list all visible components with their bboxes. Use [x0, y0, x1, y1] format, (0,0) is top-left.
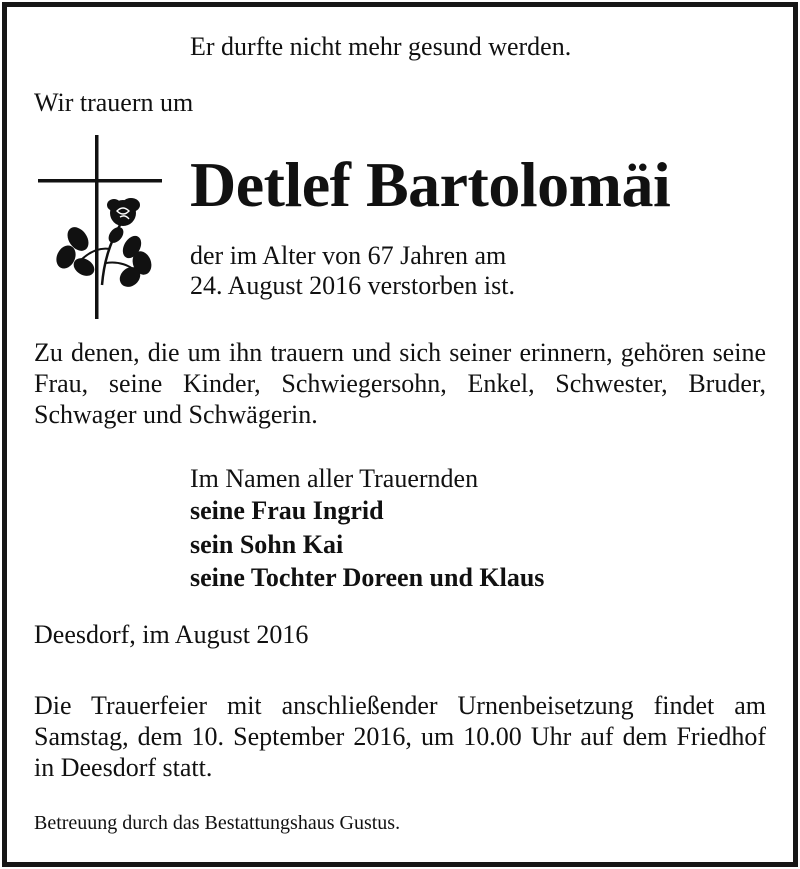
- deceased-name: Detlef Bartolomäi: [190, 149, 671, 220]
- funeral-home-note: Betreuung durch das Bestattungshaus Gustus.: [34, 812, 401, 834]
- signature-name-3: seine Tochter Doreen und Klaus: [190, 563, 545, 592]
- cross-with-rose-icon: [38, 135, 162, 319]
- signature-lead: Im Namen aller Trauernden: [190, 464, 479, 493]
- motto: Er durfte nicht mehr gesund werden.: [190, 32, 572, 61]
- signature-name-1: seine Frau Ingrid: [190, 496, 384, 525]
- ceremony-paragraph: Die Trauerfeier mit anschließender Urnenbeisetzung findet am Samstag, dem 10. September 2016, um 10.00 Uhr auf dem Friedhof in Deesdorf statt.: [34, 691, 766, 782]
- signature-name-2: sein Sohn Kai: [190, 530, 344, 559]
- mourners-paragraph: Zu denen, die um ihn trauern und sich seiner erinnern, gehören seine Frau, seine Kinder, Schwiegersohn, Enkel, Schwester, Bruder, Schwager und Schwägerin.: [34, 338, 766, 429]
- age-line: der im Alter von 67 Jahren am: [190, 241, 507, 270]
- date-line: 24. August 2016 verstorben ist.: [190, 271, 515, 300]
- place-date: Deesdorf, im August 2016: [34, 620, 309, 649]
- intro-line: Wir trauern um: [34, 88, 194, 117]
